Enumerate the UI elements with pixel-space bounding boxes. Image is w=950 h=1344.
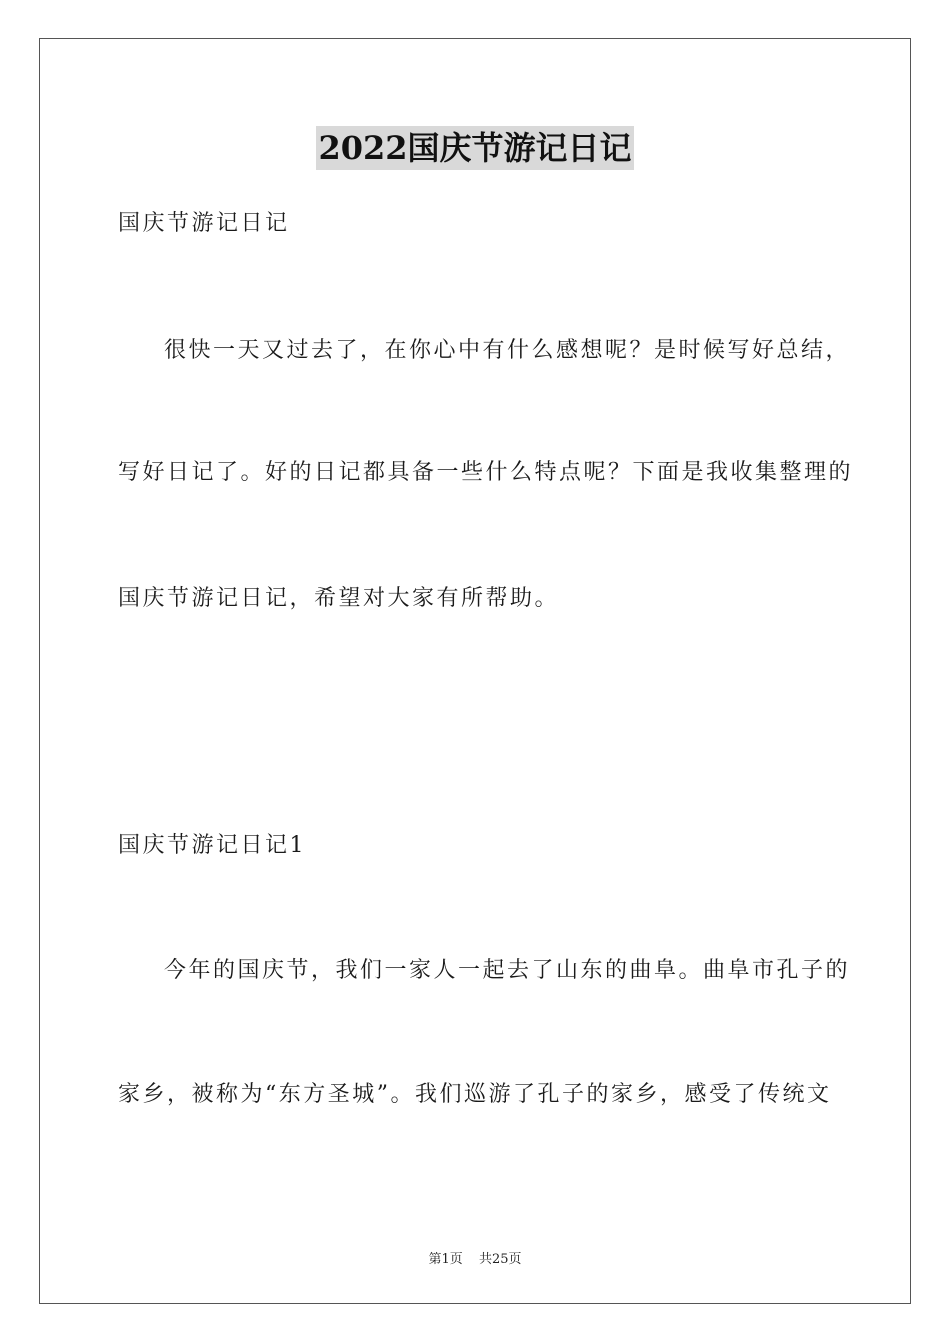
section-heading: 国庆节游记日记 (118, 211, 290, 236)
paragraph-line: 今年的国庆节，我们一家人一起去了山东的曲阜。曲阜市孔子的 (164, 958, 851, 983)
page-total: 共25页 (478, 1252, 522, 1267)
section-heading: 国庆节游记日记1 (118, 833, 306, 858)
paragraph-line: 家乡，被称为“东方圣城”。我们巡游了孔子的家乡，感受了传统文 (118, 1082, 832, 1107)
paragraph-line: 写好日记了。好的日记都具备一些什么特点呢？下面是我收集整理的 (118, 460, 854, 485)
page-number: 第1页 (428, 1252, 463, 1267)
paragraph-line: 国庆节游记日记，希望对大家有所帮助。 (118, 586, 560, 611)
document-title: 2022国庆节游记日记 (316, 126, 633, 170)
page-footer (0, 1248, 950, 1267)
title-container (0, 126, 950, 170)
paragraph-line: 很快一天又过去了，在你心中有什么感想呢？是时候写好总结， (164, 338, 851, 363)
